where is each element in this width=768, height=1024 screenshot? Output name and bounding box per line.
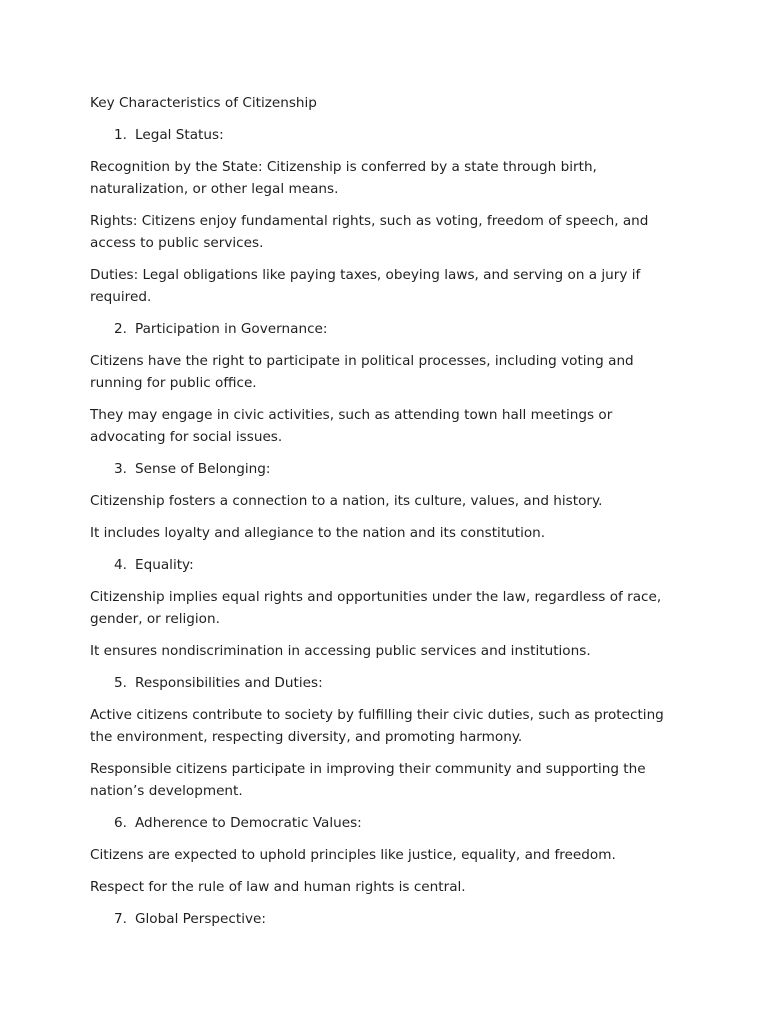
paragraph: Citizenship fosters a connection to a nation, its culture, values, and history. (90, 493, 603, 509)
section-title: Adherence to Democratic Values: (135, 815, 362, 831)
section-heading (90, 554, 682, 576)
section-title: Equality: (135, 557, 194, 573)
section-title: Legal Status: (135, 127, 224, 143)
document-title: Key Characteristics of Citizenship (90, 95, 317, 111)
section-number: 4. (114, 557, 127, 573)
paragraph: Citizens are expected to uphold principles like justice, equality, and freedom. (90, 847, 616, 863)
section-heading (90, 458, 682, 480)
section-title: Responsibilities and Duties: (135, 675, 323, 691)
section-heading (90, 318, 682, 340)
paragraph: Responsible citizens participate in improving their community and supporting the nation’s development. (90, 761, 646, 799)
paragraph: Respect for the rule of law and human rights is central. (90, 879, 466, 895)
paragraph: Citizens have the right to participate in political processes, including voting and running for public office. (90, 353, 634, 391)
section-title: Participation in Governance: (135, 321, 328, 337)
paragraph: Recognition by the State: Citizenship is conferred by a state through birth, naturalization, or other legal means. (90, 159, 597, 197)
section-heading (90, 908, 682, 930)
paragraph: Duties: Legal obligations like paying taxes, obeying laws, and serving on a jury if required. (90, 267, 641, 305)
section-heading (90, 124, 682, 146)
section-number: 1. (114, 127, 127, 143)
section-heading (90, 812, 682, 834)
paragraph: Citizenship implies equal rights and opportunities under the law, regardless of race, gender, or religion. (90, 589, 662, 627)
section-number: 2. (114, 321, 127, 337)
paragraph: Active citizens contribute to society by fulfilling their civic duties, such as protecting the environment, respecting diversity, and promoting harmony. (90, 707, 664, 745)
paragraph: It includes loyalty and allegiance to the nation and its constitution. (90, 525, 546, 541)
paragraph: They may engage in civic activities, such as attending town hall meetings or advocating for social issues. (90, 407, 613, 445)
section-number: 7. (114, 911, 127, 927)
section-number: 6. (114, 815, 127, 831)
section-number: 5. (114, 675, 127, 691)
paragraph: It ensures nondiscrimination in accessing public services and institutions. (90, 643, 591, 659)
document-body (90, 92, 682, 940)
section-title: Global Perspective: (135, 911, 266, 927)
section-number: 3. (114, 461, 127, 477)
paragraph: Rights: Citizens enjoy fundamental rights, such as voting, freedom of speech, and access to public services. (90, 213, 649, 251)
section-title: Sense of Belonging: (135, 461, 271, 477)
section-heading (90, 672, 682, 694)
